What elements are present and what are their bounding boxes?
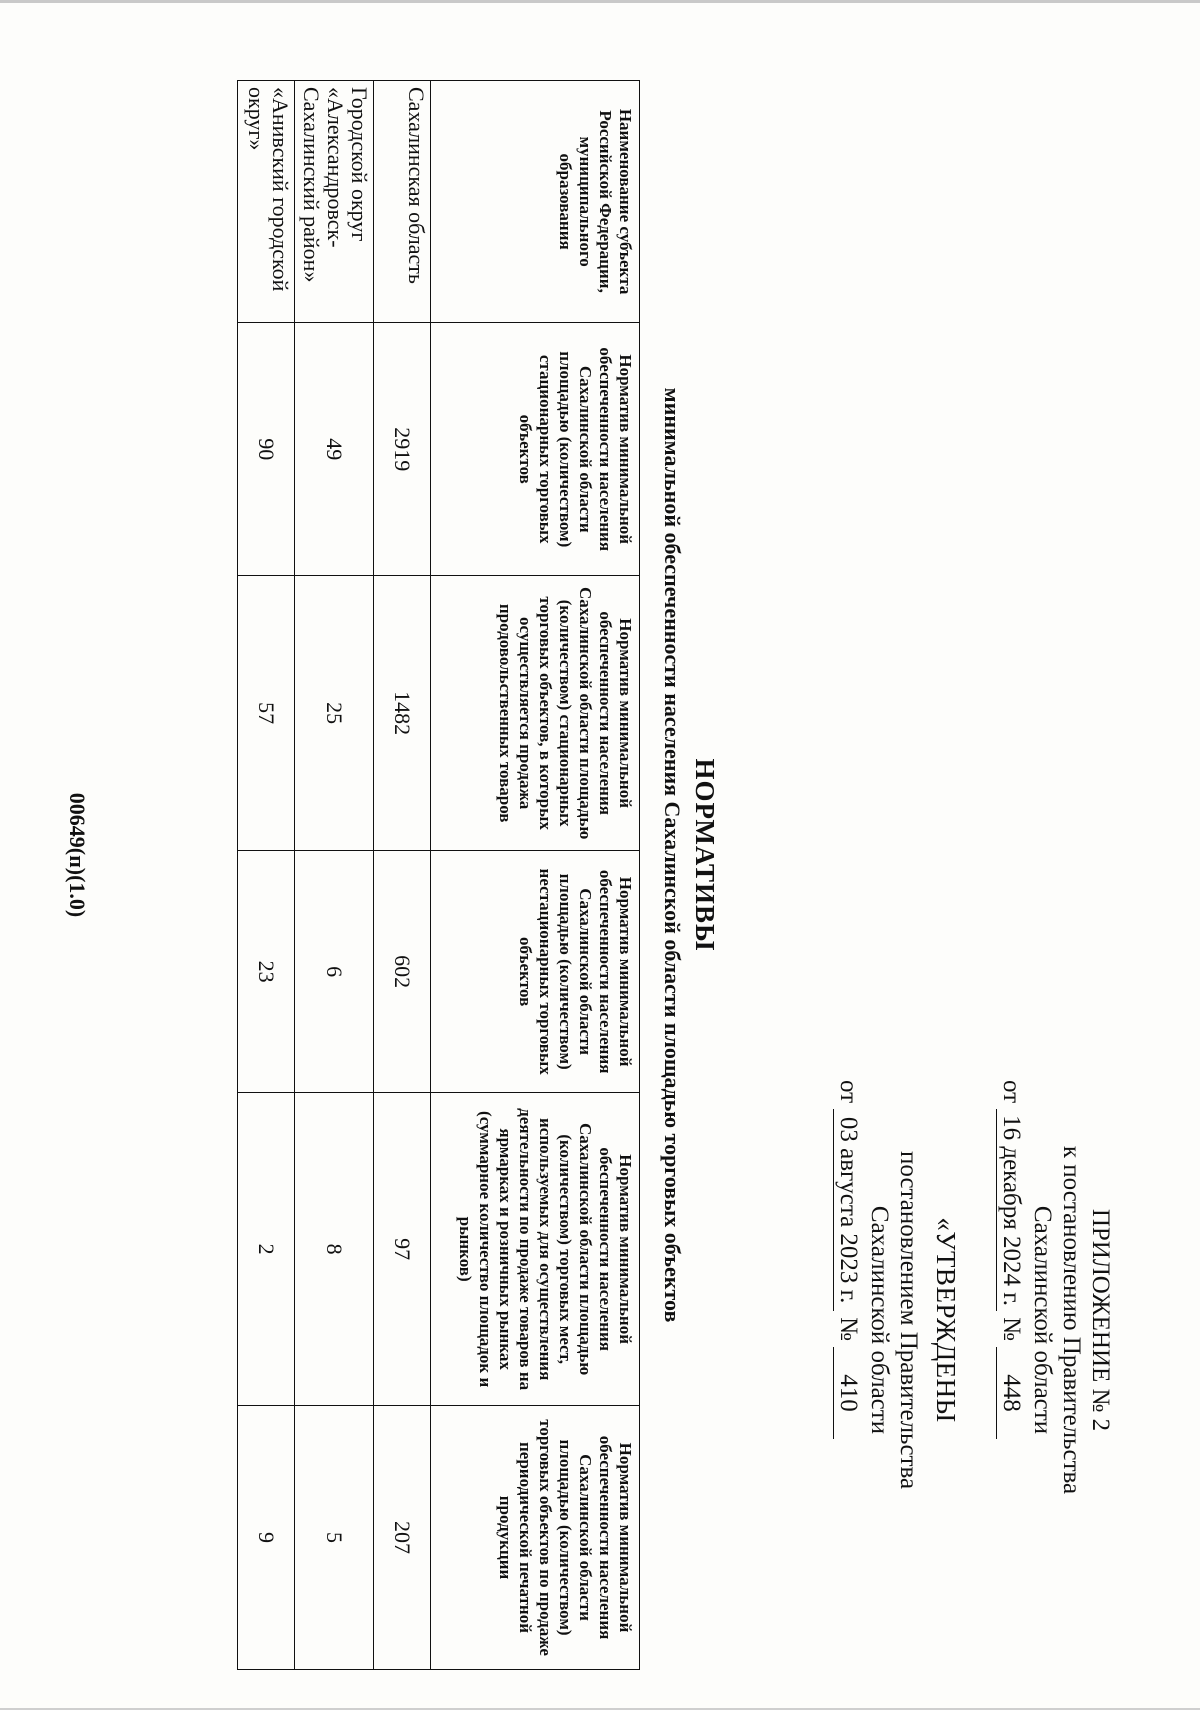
table-row (295, 81, 374, 1670)
approved-block (833, 1080, 960, 1560)
cell-value: 1482 (374, 576, 431, 851)
approved-number: 410 (833, 1347, 863, 1439)
cell-value: 97 (374, 1093, 431, 1406)
appendix-block (996, 1080, 1115, 1560)
table-row (238, 81, 295, 1670)
cell-value: 49 (295, 323, 374, 576)
appendix-number: 448 (996, 1347, 1026, 1439)
header-stationary: Норматив минимальной обеспеченности населения Сахалинской области площадью (количеством) стационарных торговых объектов (431, 323, 640, 576)
cell-value: 207 (374, 1406, 431, 1670)
header-fairs-markets: Норматив минимальной обеспеченности населения Сахалинской области площадью (количеством) торговых мест, используемых для осуществления деятельности по продаже товаров на ярмарках и розничных рынках (суммарное количество площадок и рынков) (431, 1093, 640, 1406)
cell-value: 57 (238, 576, 295, 851)
cell-value: 23 (238, 851, 295, 1093)
approved-number-label: № (835, 1317, 862, 1341)
document-code: 00649(п)(1.0) (65, 792, 90, 918)
table-row (374, 81, 431, 1670)
appendix-ref-line (996, 1080, 1026, 1560)
approved-from-label: от (835, 1080, 862, 1104)
norms-table (237, 80, 640, 1670)
row-name: «Анивский городской округ» (238, 81, 295, 323)
appendix-number-label: № (998, 1317, 1025, 1341)
cell-value: 8 (295, 1093, 374, 1406)
appendix-org: Сахалинской области (1029, 1205, 1056, 1435)
cell-value: 9 (238, 1406, 295, 1670)
row-name: Сахалинская область (374, 81, 431, 323)
table-header-row (431, 81, 640, 1670)
cell-value: 5 (295, 1406, 374, 1670)
appendix-to: к постановлению Правительства (1058, 1145, 1085, 1495)
document-subtitle: минимальной обеспеченности населения Сахалинской области площадью торговых объектов (660, 387, 685, 1323)
cell-value: 2 (238, 1093, 295, 1406)
appendix-from-label: от (998, 1080, 1025, 1104)
header-periodicals: Норматив минимальной обеспеченности населения Сахалинской области площадью (количеством) торговых объектов по продаже периодической печатной продукции (431, 1406, 640, 1670)
row-name: Городской округ «Александровск-Сахалинский район» (295, 81, 374, 323)
approved-line-1: постановлением Правительства (895, 1150, 922, 1490)
approved-title: «УТВЕРЖДЕНЫ (931, 1217, 961, 1423)
cell-value: 25 (295, 576, 374, 851)
approved-line-2: Сахалинской области (866, 1205, 893, 1435)
approved-date: 03 августа 2023 г. (833, 1109, 863, 1311)
cell-value: 90 (238, 323, 295, 576)
cell-value: 602 (374, 851, 431, 1093)
header-stationary-food: Норматив минимальной обеспеченности населения Сахалинской области площадью (количеством) стационарных торговых объектов, в которых осуществляется продажа продовольственных товаров (431, 576, 640, 851)
header-municipality: Наименование субъекта Российской Федерации, муниципального образования (431, 81, 640, 323)
document-title: НОРМАТИВЫ (690, 758, 720, 952)
appendix-title: ПРИЛОЖЕНИЕ № 2 (1087, 1208, 1114, 1432)
appendix-date: 16 декабря 2024 г. (996, 1109, 1026, 1311)
cell-value: 2919 (374, 323, 431, 576)
approved-ref-line (833, 1080, 863, 1560)
cell-value: 6 (295, 851, 374, 1093)
header-non-stationary: Норматив минимальной обеспеченности населения Сахалинской области площадью (количеством) нестационарных торговых объектов (431, 851, 640, 1093)
